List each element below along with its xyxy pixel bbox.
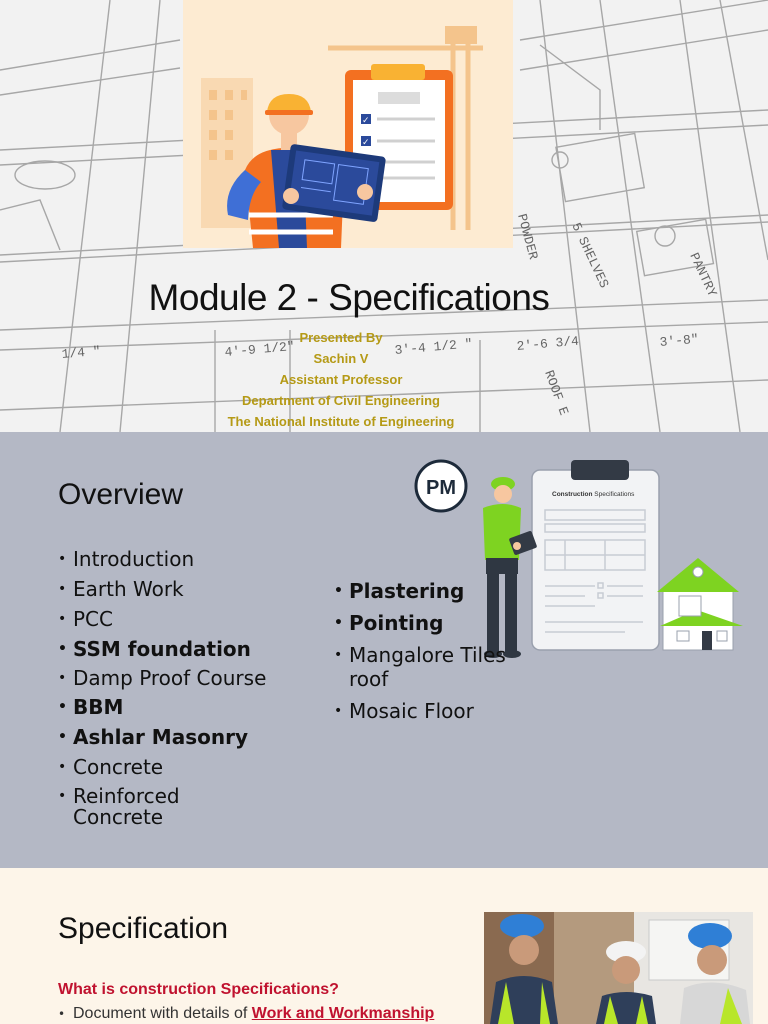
overview-item: • Mosaic Floor [334,699,474,723]
blueprint-label: ROOF E [541,368,572,418]
specification-slide [0,868,768,1024]
work-and-workmanship-link[interactable]: Work and Workmanship [251,1005,435,1022]
blueprint-label: 5 SHELVES [568,220,612,291]
overview-slide [0,432,768,868]
definition-text: Document with details of Work and Workmanship [73,1005,435,1022]
pm-badge-text: PM [426,477,456,499]
bullet: • [58,1007,66,1021]
overview-title: Overview [58,478,184,511]
blueprint-label: PANTRY [686,250,720,300]
overview-item: • Ashlar Masonry [58,725,248,749]
overview-item: • BBM [58,695,124,719]
presenter-title: Assistant Professor [279,372,403,387]
presenter-department: Department of Civil Engineering [242,393,440,408]
presented-by-label: Presented By [299,330,383,345]
presenter-institute: The National Institute of Engineering [227,414,455,429]
overview-item: • PCC [58,607,113,631]
blueprint-label: 3'-8" [659,331,700,350]
engineer-illustration [183,0,513,248]
engineers-photo [484,912,753,1024]
overview-item: • Reinforced [58,784,180,808]
overview-item: • Mangalore Tiles [334,643,506,667]
blueprint-label: 1/4 " [61,343,102,362]
construction-specifications-illustration [405,450,765,675]
presenter-name: Sachin V [313,351,369,366]
overview-item: • Concrete [58,755,164,779]
overview-item-continuation: Concrete [73,805,164,829]
overview-item: • Pointing [334,611,444,635]
svg-text:✓: ✓ [362,116,370,126]
overview-item: • Earth Work [58,577,184,601]
blueprint-label: POWDER [514,212,541,262]
title-slide [0,0,768,432]
blueprint-label: 3'-4 1/2 " [394,336,474,358]
slide-title: Module 2 - Specifications [148,277,550,318]
svg-text:✓: ✓ [362,138,370,148]
overview-item: • SSM foundation [58,637,251,661]
blueprint-label: 4'-9 1/2" [224,338,296,360]
overview-item-continuation: roof [349,667,389,691]
blueprint-label: 2'-6 3/4 [516,333,580,354]
overview-item: • Plastering [334,579,465,603]
question-heading: What is construction Specifications? [58,981,339,998]
specification-title: Specification [58,912,229,945]
overview-item: • Damp Proof Course [58,666,267,690]
clipboard-title: Construction Specifications [552,491,635,498]
overview-item: • Introduction [58,547,195,571]
